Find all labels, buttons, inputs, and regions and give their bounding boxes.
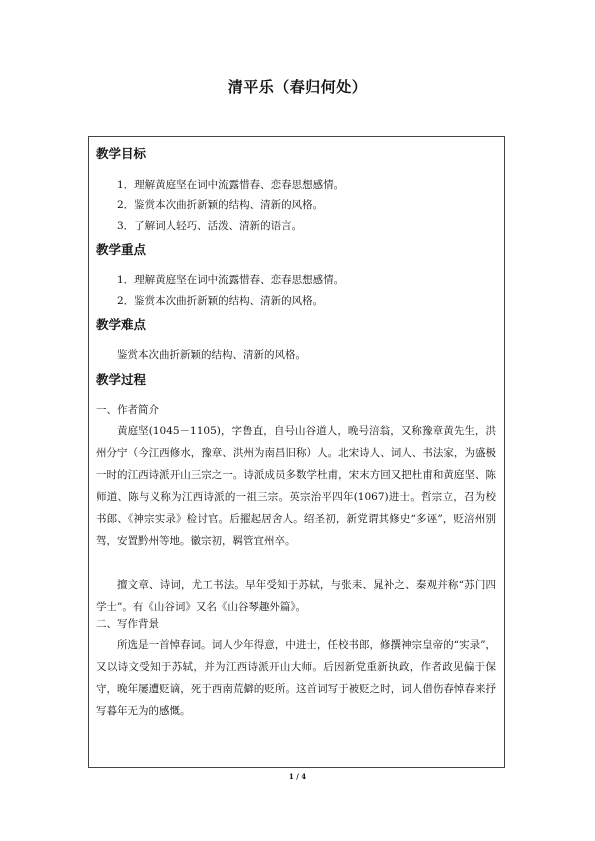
- key-points-heading: 教学重点: [96, 242, 147, 257]
- difficulties-heading: 教学难点: [96, 317, 147, 332]
- objective-item-1: 1．理解黄庭坚在词中流露惜春、恋春思想感情。: [117, 179, 345, 191]
- objective-item-2: 2．鉴赏本次曲折新颖的结构、清新的风格。: [117, 199, 324, 211]
- key-point-item-2: 2．鉴赏本次曲折新颖的结构、清新的风格。: [117, 295, 324, 307]
- process-heading: 教学过程: [96, 372, 147, 387]
- key-point-item-1: 1．理解黄庭坚在词中流露惜春、恋春思想感情。: [117, 274, 345, 286]
- difficulties-text: 鉴赏本次曲折新颖的结构、清新的风格。: [117, 349, 306, 361]
- page-number: 1 / 4: [288, 772, 307, 781]
- author-intro-paragraph-1: 黄庭坚(1045－1105)，字鲁直，自号山谷道人，晚号涪翁，又称豫章黄先生，洪州分宁（今江西修水，豫章、洪州为南昌旧称）人。北宋诗人、词人、书法家，为盛极一时的江西诗派开山三宗之一。诗派成员多数学杜甫，宋末方回又把杜甫和黄庭坚、陈师道、陈与义称为江西诗派的一祖三宗。英宗治平四年(1067)进士。哲宗立，召为校书郎、《神宗实录》检讨官。后擢起居舍人。绍圣初，新党谓其修史“多诬”，贬涪州别驾，安置黔州等地。徽宗初，羁管宜州卒。: [96, 425, 496, 547]
- lesson-plan-box: [88, 136, 505, 768]
- background-paragraph: 所选是一首悼春词。词人少年得意，中进士，任校书郎，修撰神宗皇帝的“实录”，又以诗文受知于苏轼，并为江西诗派开山大师。后因新党重新执政，作者政见偏于保守，晚年屡遭贬谪，死于西南荒僻的贬所。这首词写于被贬之时，词人借伤春悼春来抒写暮年无为的感慨。: [96, 639, 496, 717]
- objectives-heading: 教学目标: [96, 146, 147, 161]
- author-intro-subheading: 一、作者简介: [96, 404, 159, 416]
- page-title: 清平乐（春归何处）: [227, 78, 368, 96]
- author-intro-paragraph-2: 擅文章、诗词，尤工书法。早年受知于苏轼，与张耒、晁补之、秦观并称“苏门四学士”。有《山谷词》又名《山谷琴趣外篇》。: [96, 579, 496, 613]
- background-subheading: 二、写作背景: [96, 618, 159, 630]
- objective-item-3: 3．了解词人轻巧、活泼、清新的语言。: [117, 220, 303, 232]
